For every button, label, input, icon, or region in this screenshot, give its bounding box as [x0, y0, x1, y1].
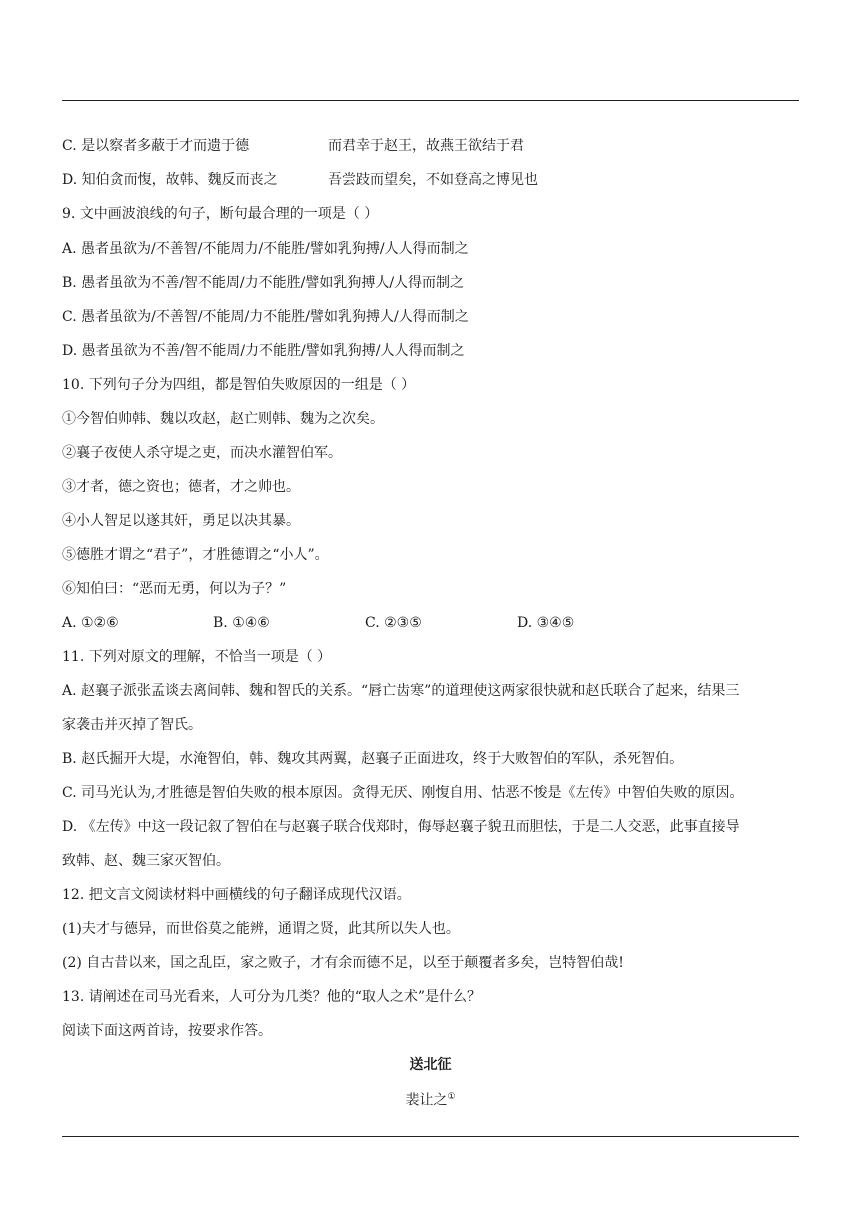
option-11c: C. 司马光认为,才胜德是智伯失败的根本原因。贪得无厌、刚愎自用、怙恶不悛是《左传》中智伯失败的原因。	[62, 785, 744, 801]
option-11b: B. 赵氏掘开大堤，水淹智伯，韩、魏攻其两翼，赵襄子正面进攻，终于大败智伯的军队，杀死智伯。	[62, 751, 684, 767]
option-10d: D. ③④⑤	[517, 615, 575, 631]
sentence-10-6: ⑥知伯曰：“恶而无勇，何以为子？”	[62, 581, 287, 597]
footnote-mark: ①	[447, 1092, 456, 1102]
option-9a: A. 愚者虽欲为/不善智/不能周力/不能胜/譬如乳狗搏/人人得而制之	[62, 241, 469, 257]
option-10b: B. ①④⑥	[213, 615, 270, 631]
question-12-part2: (2) 自古昔以来，国之乱臣，家之败子，才有余而德不足，以至于颠覆者多矣，岂特智伯哉!	[62, 955, 624, 971]
question-13: 13. 请阐述在司马光看来，人可分为几类？他的“取人之术”是什么？	[62, 989, 482, 1005]
option-row-8d	[62, 170, 802, 190]
option-8d-right: 吾尝跂而望矣，不如登高之博见也	[328, 172, 538, 188]
poem-author-line	[62, 1087, 799, 1111]
footer-rule	[62, 1136, 799, 1137]
question-10: 10. 下列句子分为四组，都是智伯失败原因的一组是（ ）	[62, 377, 416, 393]
option-9d: D. 愚者虽欲为不善/智不能周/力不能胜/譬如乳狗搏/人人得而制之	[62, 343, 465, 359]
question-12-part1: (1)夫才与德异，而世俗莫之能辨，通谓之贤，此其所以失人也。	[62, 921, 460, 937]
option-9c: C. 愚者虽欲为/不善智/不能周/力不能胜/譬如乳狗搏人/人得而制之	[62, 309, 469, 325]
option-9b: B. 愚者虽欲为不善/智不能周/力不能胜/譬如乳狗搏人/人得而制之	[62, 275, 465, 291]
sentence-10-4: ④小人智足以遂其奸，勇足以决其暴。	[62, 513, 300, 529]
option-8c-left: C. 是以察者多蔽于才而遗于德	[62, 138, 250, 154]
sentence-10-2: ②襄子夜使人杀守堤之吏，而决水灌智伯军。	[62, 445, 342, 461]
option-11d-line1: D. 《左传》中这一段记叙了智伯在与赵襄子联合伐郑时，侮辱赵襄子貌丑而胆怯，于是二人交恶，此事直接导	[62, 819, 740, 835]
sentence-10-5: ⑤德胜才谓之“君子”，才胜德谓之“小人”。	[62, 547, 329, 563]
option-10c: C. ②③⑤	[365, 615, 422, 631]
header-rule	[62, 100, 799, 101]
sentence-10-3: ③才者，德之资也；德者，才之帅也。	[62, 479, 300, 495]
option-11a-line1: A. 赵襄子派张孟谈去离间韩、魏和智氏的关系。“唇亡齿寒”的道理使这两家很快就和赵氏联合了起来，结果三	[62, 683, 740, 699]
option-row-8c	[62, 136, 802, 156]
option-11d-line2: 致韩、赵、魏三家灭智伯。	[62, 853, 230, 869]
question-12: 12. 把文言文阅读材料中画横线的句子翻译成现代汉语。	[62, 887, 411, 903]
option-10a: A. ①②⑥	[62, 615, 119, 631]
option-11a-line2: 家袭击并灭掉了智氏。	[62, 717, 202, 733]
question-11: 11. 下列对原文的理解，不恰当一项是（ ）	[62, 649, 332, 665]
question-9: 9. 文中画波浪线的句子，断句最合理的一项是（ ）	[62, 206, 379, 222]
poem-author: 裴让之	[405, 1092, 448, 1109]
option-8c-right: 而君幸于赵王，故燕王欲结于君	[328, 138, 524, 154]
poem-title: 送北征	[409, 1057, 452, 1073]
sentence-10-1: ①今智伯帅韩、魏以攻赵，赵亡则韩、魏为之次矣。	[62, 411, 384, 427]
option-8d-left: D. 知伯贪而愎，故韩、魏反而丧之	[62, 172, 278, 188]
reading-instruction: 阅读下面这两首诗，按要求作答。	[62, 1023, 272, 1039]
